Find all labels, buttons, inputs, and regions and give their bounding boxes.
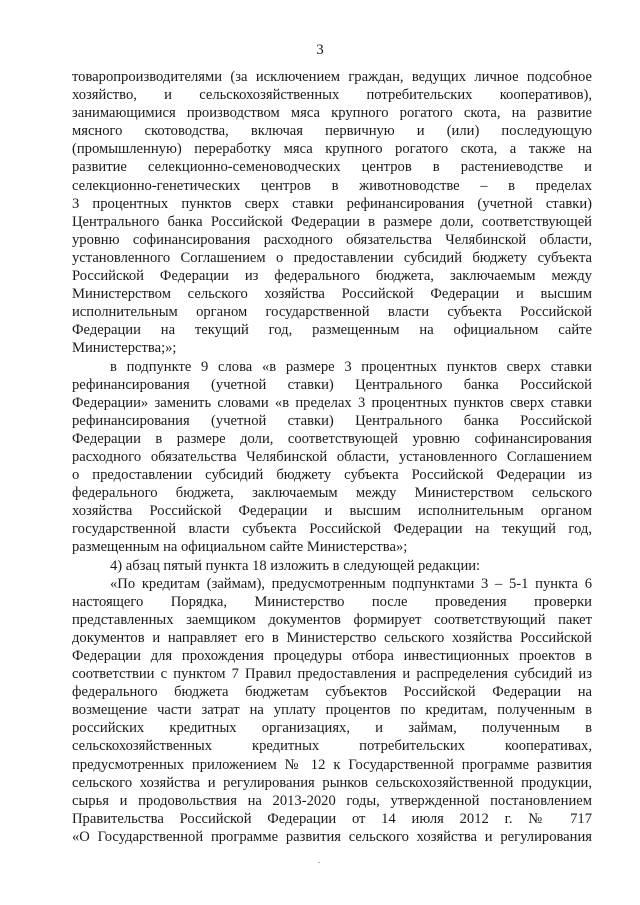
- text-line: «О Государственной программе развития сельского хозяйства и регулирования: [72, 828, 592, 845]
- page-number: 3: [316, 42, 324, 58]
- text-line: о предоставлении субсидий бюджету субъекта Российской Федерации из: [72, 467, 592, 484]
- text-line: рефинансирования (учетной ставки) Центрального банка Российской: [72, 412, 592, 429]
- text-line: размещенным на официальном сайте Министерства»;: [72, 539, 408, 556]
- text-line: хозяйство, и сельскохозяйственных потребительских кооперативов),: [72, 87, 592, 104]
- document-body: [72, 68, 592, 846]
- text-line: расходного обязательства Челябинской области, установленного Соглашением: [72, 448, 592, 465]
- text-line: настоящего Порядка, Министерство после проведения проверки: [72, 593, 592, 610]
- text-line: в подпункте 9 слова «в размере 3 процентных пунктов сверх ставки: [110, 358, 592, 375]
- text-line: установленного Соглашением о предоставлении субсидий бюджету субъекта: [72, 249, 592, 266]
- text-line: уровню софинансирования расходного обязательства Челябинской области,: [72, 231, 592, 248]
- text-line: Российской Федерации из федерального бюджета, заключаемым между: [72, 268, 592, 285]
- text-line: федерального бюджета бюджетам субъектов Российской Федерации на: [72, 684, 592, 701]
- text-line: соответствии с пунктом 7 Правил предоставления и распределения субсидий из: [72, 666, 592, 683]
- text-line: развитие селекционно-семеноводческих центров в растениеводстве и: [72, 159, 592, 176]
- text-line: российских кредитных организациях, и займам, полученным в: [72, 720, 592, 737]
- text-line: (промышленную) переработку мяса крупного рогатого скота, а также на: [72, 141, 592, 158]
- text-line: хозяйства Российской Федерации и высшим исполнительным органом: [72, 503, 592, 520]
- text-line: Правительства Российской Федерации от 14 июля 2012 г. № 717: [72, 810, 592, 827]
- text-line: 3 процентных пунктов сверх ставки рефинансирования (учетной ставки): [72, 195, 592, 212]
- text-line: 4) абзац пятый пункта 18 изложить в следующей редакции:: [110, 557, 481, 574]
- text-line: предусмотренных приложением № 12 к Государственной программе развития: [72, 756, 592, 773]
- text-line: сырья и продовольствия на 2013-2020 годы, утвержденной постановлением: [72, 792, 592, 809]
- text-line: федерального бюджета, заключаемым между Министерством сельского: [72, 485, 592, 502]
- scan-speck: [318, 862, 320, 863]
- text-line: документов и направляет его в Министерство сельского хозяйства Российской: [72, 629, 592, 646]
- text-line: занимающимися производством мяса крупного рогатого скота, на развитие: [72, 105, 592, 122]
- text-line: сельскохозяйственных кредитных потребительских кооперативах,: [72, 738, 592, 755]
- text-line: Министерством сельского хозяйства Российской Федерации и высшим: [72, 286, 592, 303]
- text-line: товаропроизводителями (за исключением граждан, ведущих личное подсобное: [72, 69, 592, 85]
- text-line: мясного скотоводства, включая первичную и (или) последующую: [72, 123, 592, 140]
- text-line: селекционно-генетических центров в животноводстве – в пределах: [72, 177, 592, 194]
- text-line: Федерации» заменить словами «в пределах 3 процентных пунктов сверх ставки: [72, 394, 592, 411]
- text-line: Федерации в размере доли, соответствующей уровню софинансирования: [72, 430, 592, 447]
- text-line: исполнительным органом государственной власти субъекта Российской: [72, 304, 592, 321]
- text-line: сельского хозяйства и регулирования рынков сельскохозяйственной продукции,: [72, 774, 592, 791]
- text-line: представленных заемщиком документов формирует соответствующий пакет: [72, 611, 592, 628]
- text-line: «По кредитам (займам), предусмотренным подпунктами 3 – 5-1 пункта 6: [110, 575, 592, 592]
- text-line: возмещение части затрат на уплату процентов по кредитам, полученным в: [72, 702, 592, 719]
- text-line: государственной власти субъекта Российской Федерации на текущий год,: [72, 521, 592, 538]
- text-line: Федерации для прохождения процедуры отбора инвестиционных проектов в: [72, 648, 592, 664]
- text-line: Министерства;»;: [72, 340, 177, 357]
- text-line: рефинансирования (учетной ставки) Центрального банка Российской: [72, 376, 592, 393]
- text-line: Центрального банка Российской Федерации в размере доли, соответствующей: [72, 213, 592, 230]
- text-line: Федерации на текущий год, размещенным на официальном сайте: [72, 322, 592, 339]
